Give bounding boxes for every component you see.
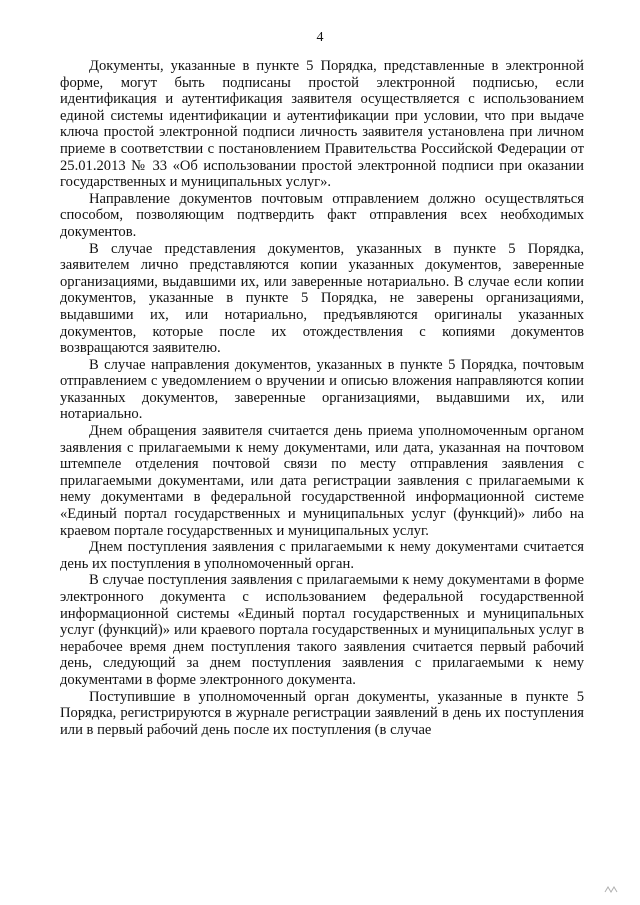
paragraph-non-working-time: В случае поступления заявления с прилагаемыми к нему документами в форме электронного документа с использованием федеральной государственной информационной системы «Единый портал государственных и муниципальных услуг (функций)» или краевого портала государственных и муниципальных услуг в нерабочее время днем поступления такого заявления считается первый рабочий день, следующий за днем поступления заявления с прилагаемыми к нему документами в форме электронного документа. xyxy=(60,572,584,688)
paragraph-receipt-date: Днем поступления заявления с прилагаемыми к нему документами считается день их поступления в уполномоченный орган. xyxy=(60,539,584,572)
paragraph-postal-delivery: Направление документов почтовым отправлением должно осуществляться способом, позволяющим подтвердить факт отправления всех необходимых документов. xyxy=(60,190,584,240)
paragraph-postal-copies: В случае направления документов, указанных в пункте 5 Порядка, почтовым отправлением с уведомлением о вручении и описью вложения направляются копии указанных документов, заверенные организациями, выдавшими их, или нотариально. xyxy=(60,356,584,423)
paragraph-registration: Поступившие в уполномоченный орган документы, указанные в пункте 5 Порядка, регистрируются в журнале регистрации заявлений в день их поступления или в первый рабочий день после их поступления (в случае xyxy=(60,688,584,738)
scan-mark-icon xyxy=(604,885,618,895)
paragraph-electronic-signature: Документы, указанные в пункте 5 Порядка, представленные в электронной форме, могут быть подписаны простой электронной подписью, если идентификация и аутентификация заявителя осуществляется с использованием единой системы идентификации и аутентификации при условии, что при выдаче ключа простой электронной подписи личность заявителя установлена при личном приеме в соответствии с постановлением Правительства Российской Федерации от 25.01.2013 № 33 «Об использовании простой электронной подписи при оказании государственных и муниципальных услуг». xyxy=(60,58,584,191)
page-number: 4 xyxy=(316,30,324,45)
paragraph-personal-submission: В случае представления документов, указанных в пункте 5 Порядка, заявителем лично представляются копии указанных документов, заверенные организациями, выдавшими их, или заверенные нотариально. В случае если копии документов, указанные в пункте 5 Порядка, не заверены организациями, выдавшими их, или нотариально, предъявляются оригиналы указанных документов, которые после их отождествления с копиями документов возвращаются заявителю. xyxy=(60,240,584,357)
paragraph-application-date: Днем обращения заявителя считается день приема уполномоченным органом заявления с прилагаемыми к нему документами, или дата, указанная на почтовом штемпеле отделения почтовой связи по месту отправления заявления с прилагаемыми документами, или дата регистрации заявления с прилагаемыми к нему документами в федеральной государственной информационной системе «Единый портал государственных и муниципальных услуг (функций)» либо на краевом портале государственных и муниципальных услуг. xyxy=(60,423,584,539)
scan-mark xyxy=(604,885,618,895)
document-body xyxy=(60,58,584,738)
